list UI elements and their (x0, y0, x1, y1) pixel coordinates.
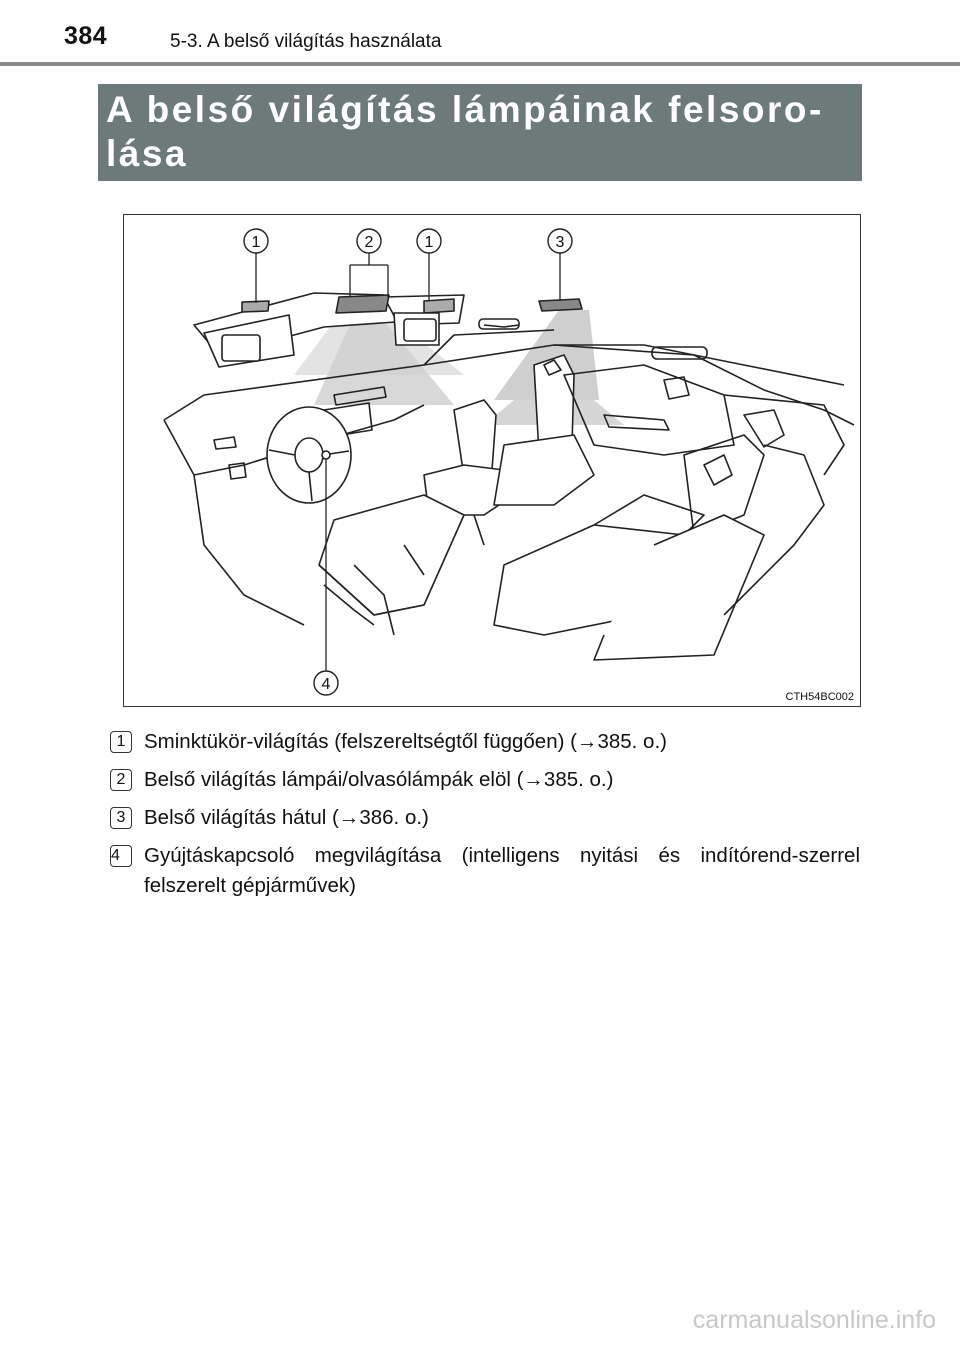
legend-item-3 (110, 803, 860, 833)
legend-item-1 (110, 727, 860, 757)
callout-3: 3 (555, 234, 565, 251)
legend-text-4: Gyújtáskapcsoló megvilágítása (intelligens nyitási és indítórend-szerrel felszerelt gépjárművek) (144, 844, 860, 897)
watermark: carmanualsonline.info (692, 1306, 936, 1334)
vanity-lamp-right (424, 299, 454, 313)
title-line-2: lása (106, 133, 189, 174)
callout-1b: 1 (424, 234, 434, 251)
legend-list (110, 727, 860, 909)
ignition-switch (322, 451, 330, 459)
title-banner (98, 84, 862, 181)
page-number: 384 (64, 22, 108, 50)
car-interior-illustration (124, 215, 860, 706)
header-rule (0, 62, 960, 66)
legend-text-2: Belső világítás lámpái/olvasólámpák elöl (→385. o.) (144, 768, 614, 791)
front-driver-seat (319, 495, 464, 615)
steering-wheel (267, 407, 351, 503)
interior-lights-figure (123, 214, 861, 707)
front-lamp-cluster (336, 295, 389, 313)
legend-text-3: Belső világítás hátul (→386. o.) (144, 806, 429, 829)
legend-number-1: 1 (110, 731, 132, 753)
figure-code: CTH54BC002 (785, 691, 854, 703)
legend-item-2 (110, 765, 860, 795)
title-line-1: A belső világítás lámpáinak felsoro- (106, 89, 824, 130)
legend-number-4: 4 (110, 845, 132, 867)
callout-1a: 1 (251, 234, 261, 251)
legend-text-1: Sminktükör-világítás (felszereltségtől függően) (→385. o.) (144, 730, 667, 753)
callout-4: 4 (321, 676, 331, 693)
legend-number-2: 2 (110, 769, 132, 791)
callout-2: 2 (364, 234, 374, 251)
legend-number-3: 3 (110, 807, 132, 829)
section-header: 5-3. A belső világítás használata (170, 31, 442, 52)
legend-item-4 (110, 841, 860, 901)
